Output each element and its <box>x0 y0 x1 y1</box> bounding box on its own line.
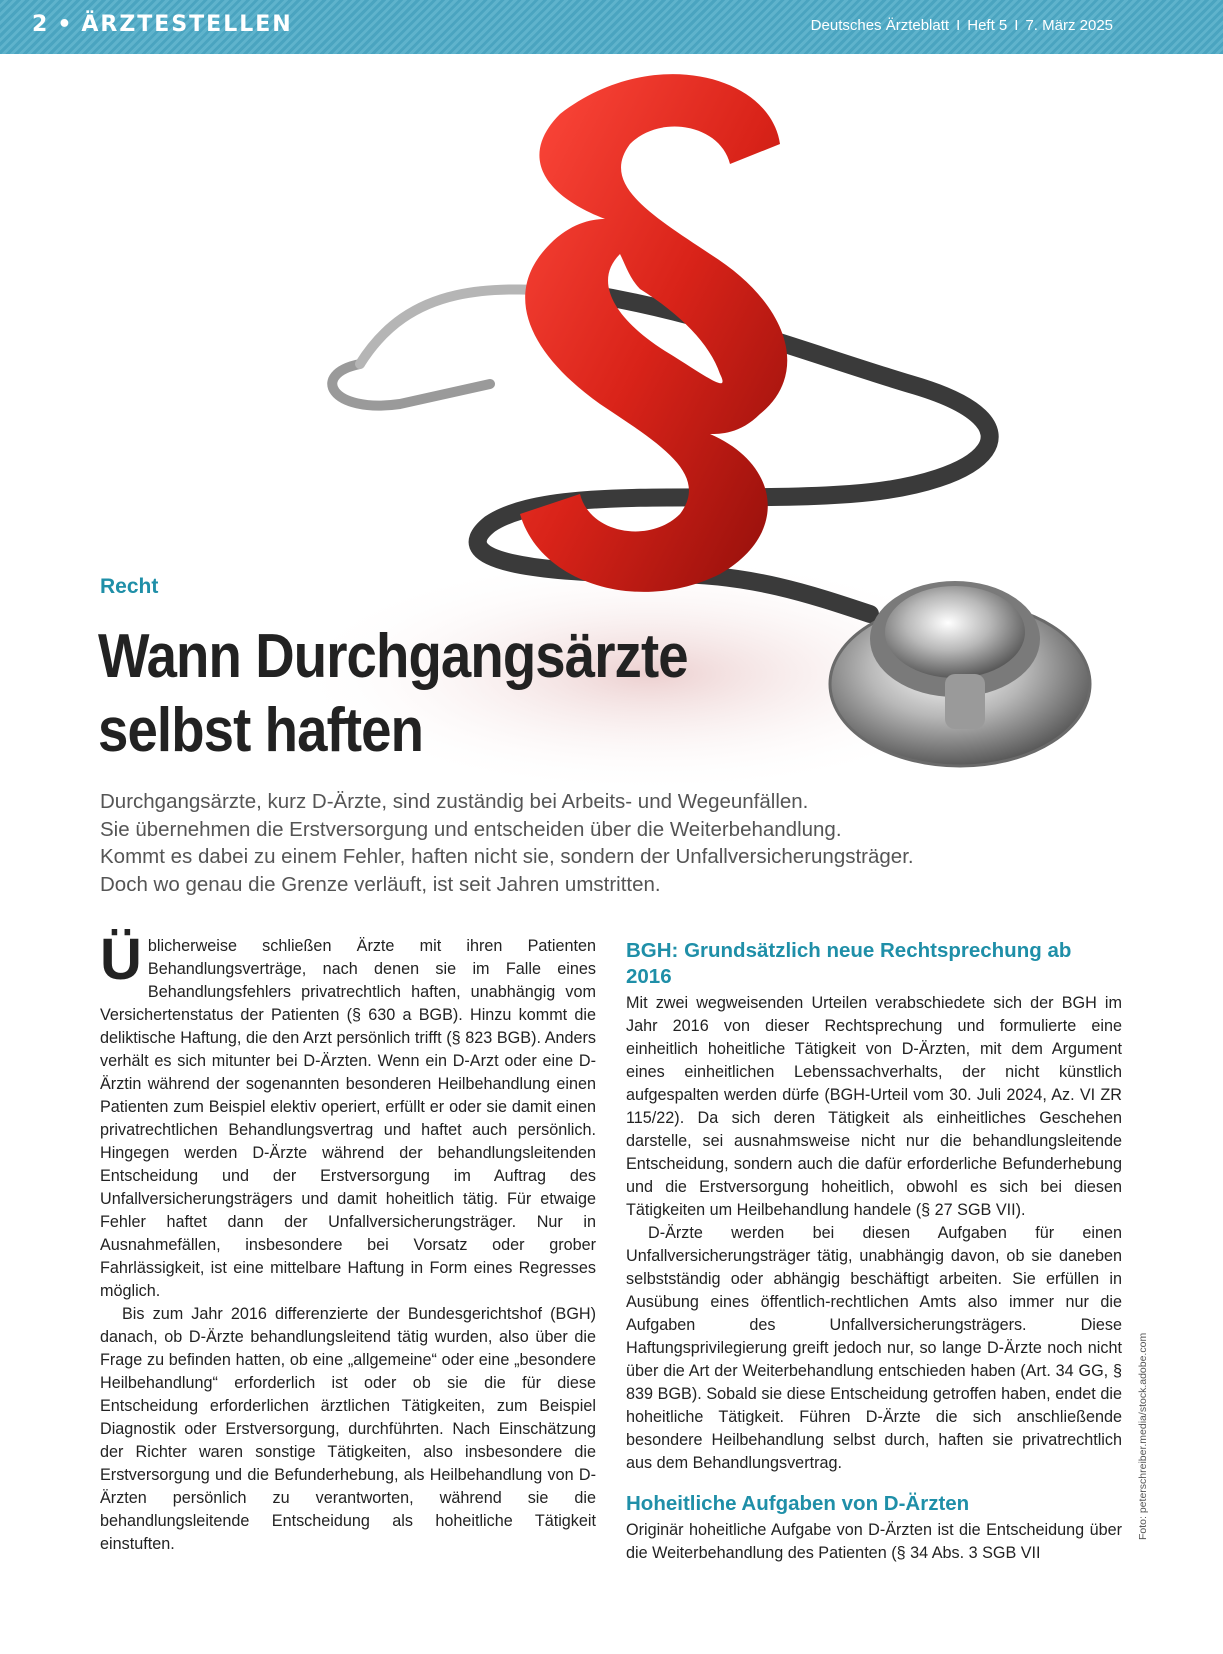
separator: I <box>956 17 961 34</box>
publication-info <box>811 17 1113 34</box>
lead-line: Kommt es dabei zu einem Fehler, haften nicht sie, sondern der Unfallversicherungsträger. <box>100 845 914 868</box>
body-paragraph: Originär hoheitliche Aufgabe von D-Ärzten ist die Entscheidung über die Weiterbehandlung des Patienten (§ 34 Abs. 3 SGB VII <box>626 1521 1122 1562</box>
drop-cap: Ü <box>100 927 142 992</box>
issue-number: Heft 5 <box>967 17 1008 34</box>
stethoscope-eartube <box>332 364 490 406</box>
article-title <box>98 620 732 768</box>
lead-line: Doch wo genau die Grenze verläuft, ist seit Jahren umstritten. <box>100 872 661 896</box>
chestpiece-stem <box>945 674 985 729</box>
lead-line: Sie übernehmen die Erstversorgung und entscheiden über die Weiterbehandlung. <box>100 817 842 841</box>
title-line: selbst haften <box>98 696 424 765</box>
issue-date: 7. März 2025 <box>1025 17 1113 34</box>
paragraph-sign-icon <box>520 74 787 592</box>
body-paragraph: Mit zwei wegweisenden Urteilen verabschiedete sich der BGH im Jahr 2016 von dieser Rechtsprechung und formulierte eine einheitlich hoheitliche Tätigkeit von D-Ärzten, mit dem Argument eines einheitlichen Lebenssachverhalts, der nicht künstlich aufgespalten werden dürfe (BGH-Urteil vom 30. Juli 2024, Az. VI ZR 115/22). Da sich deren Tätigkeit als einheitliches Geschehen darstelle, sei ausnahmsweise nicht nur die behandlungsleitende Entscheidung, sondern auch die dafür erforderliche Befunderhebung und die Erstversorgung hoheitlich, obwohl es sich bei diesen Tätigkeiten um Heilbehandlung handele (§ 27 SGB VII). <box>626 994 1122 1219</box>
header-band <box>0 0 1223 54</box>
body-column-left <box>100 927 596 1556</box>
body-paragraph <box>100 927 596 1303</box>
bullet-separator: • <box>57 12 74 37</box>
section-header <box>32 12 293 37</box>
page-number: 2 <box>32 12 50 37</box>
subheading: Hoheitliche Aufgaben von D-Ärzten <box>626 1492 970 1515</box>
lead-line: Durchgangsärzte, kurz D-Ärzte, sind zuständig bei Arbeits- und Wegeunfällen. <box>100 790 809 813</box>
body-column-right <box>626 938 1122 1565</box>
chestpiece-diaphragm <box>885 586 1025 678</box>
separator: I <box>1014 17 1019 34</box>
article-lead <box>100 788 980 898</box>
photo-credit: Foto: peterschreiber.media/stock.adobe.com <box>1137 1332 1149 1540</box>
title-line: Wann Durchgangsärzte <box>98 622 688 691</box>
body-paragraph: D-Ärzte werden bei diesen Aufgaben für einen Unfallversicherungsträger tätig, unabhängig davon, ob sie daneben selbstständig oder abhängig beschäftigt arbeiten. Sie erfüllen in Ausübung eines öffentlich-rechtlichen Amts also immer nur die Aufgaben des Unfallversicherungsträgers. Diese Haftungsprivilegierung greift jedoch nur, so lange D-Ärzte noch nicht über die Art der Weiterbehandlung entschieden haben (Art. 34 GG, § 839 BGB). Sobald sie diese Entscheidung getroffen haben, endet die hoheitliche Tätigkeit. Führen D-Ärzte die sich anschließende besondere Heilbehandlung selbst durch, haften sie privatrechtlich aus dem Behandlungsvertrag. <box>626 1224 1122 1472</box>
subheading: BGH: Grundsätzlich neue Rechtsprechung ab 2016 <box>626 939 1072 988</box>
paragraph-text: blicherweise schließen Ärzte mit ihren Patienten Behandlungsverträge, nach denen sie im Falle eines Behandlungsfehlers privatrechtlich haften, unabhängig vom Versichertenstatus der Patienten (§ 630 a BGB). Hinzu kommt die deliktische Haftung, die den Arzt persönlich trifft (§ 823 BGB). Anders verhält es sich mitunter bei D-Ärzten. Wenn ein D-Arzt oder eine D-Ärztin während der sogenannten besonderen Heilbehandlung einen Patienten zum Beispiel elektiv operiert, erfüllt er oder sie damit einen privatrechtlichen Behandlungsvertrag und haftet auch persönlich. Hingegen werden D-Ärzte während der behandlungsleitenden Entscheidung und der Erstversorgung im Auftrag des Unfallversicherungsträgers und damit hoheitlich tätig. Für etwaige Fehler haftet dann der Unfallversicherungsträger. Nur in Ausnahmefällen, insbesondere bei Vorsatz oder grober Fahrlässigkeit, ist eine mittelbare Haftung in Form eines Regresses möglich. <box>100 937 596 1300</box>
body-paragraph: Bis zum Jahr 2016 differenzierte der Bundesgerichtshof (BGH) danach, ob D-Ärzte behandlungsleitend tätig wurden, also über die Frage zu befinden hatten, ob eine „allgemeine“ oder eine „besondere Heilbehandlung“ erforderlich ist oder ob sie die für diese Entscheidung erforderlichen ärztlichen Tätigkeiten, zum Beispiel Diagnostik oder Erstversorgung, durchführten. Nach Einschätzung der Richter waren sonstige Tätigkeiten, also insbesondere die Erstversorgung und die Befunderhebung, als Heilbehandlung von D-Ärzten persönlich zu verantworten, während sie die behandlungsleitende Entscheidung als hoheitliche Tätigkeit einstuften. <box>100 1305 596 1553</box>
article-category: Recht <box>100 575 159 598</box>
publication-name: Deutsches Ärzteblatt <box>810 17 950 34</box>
section-name: ÄRZTESTELLEN <box>81 12 293 37</box>
